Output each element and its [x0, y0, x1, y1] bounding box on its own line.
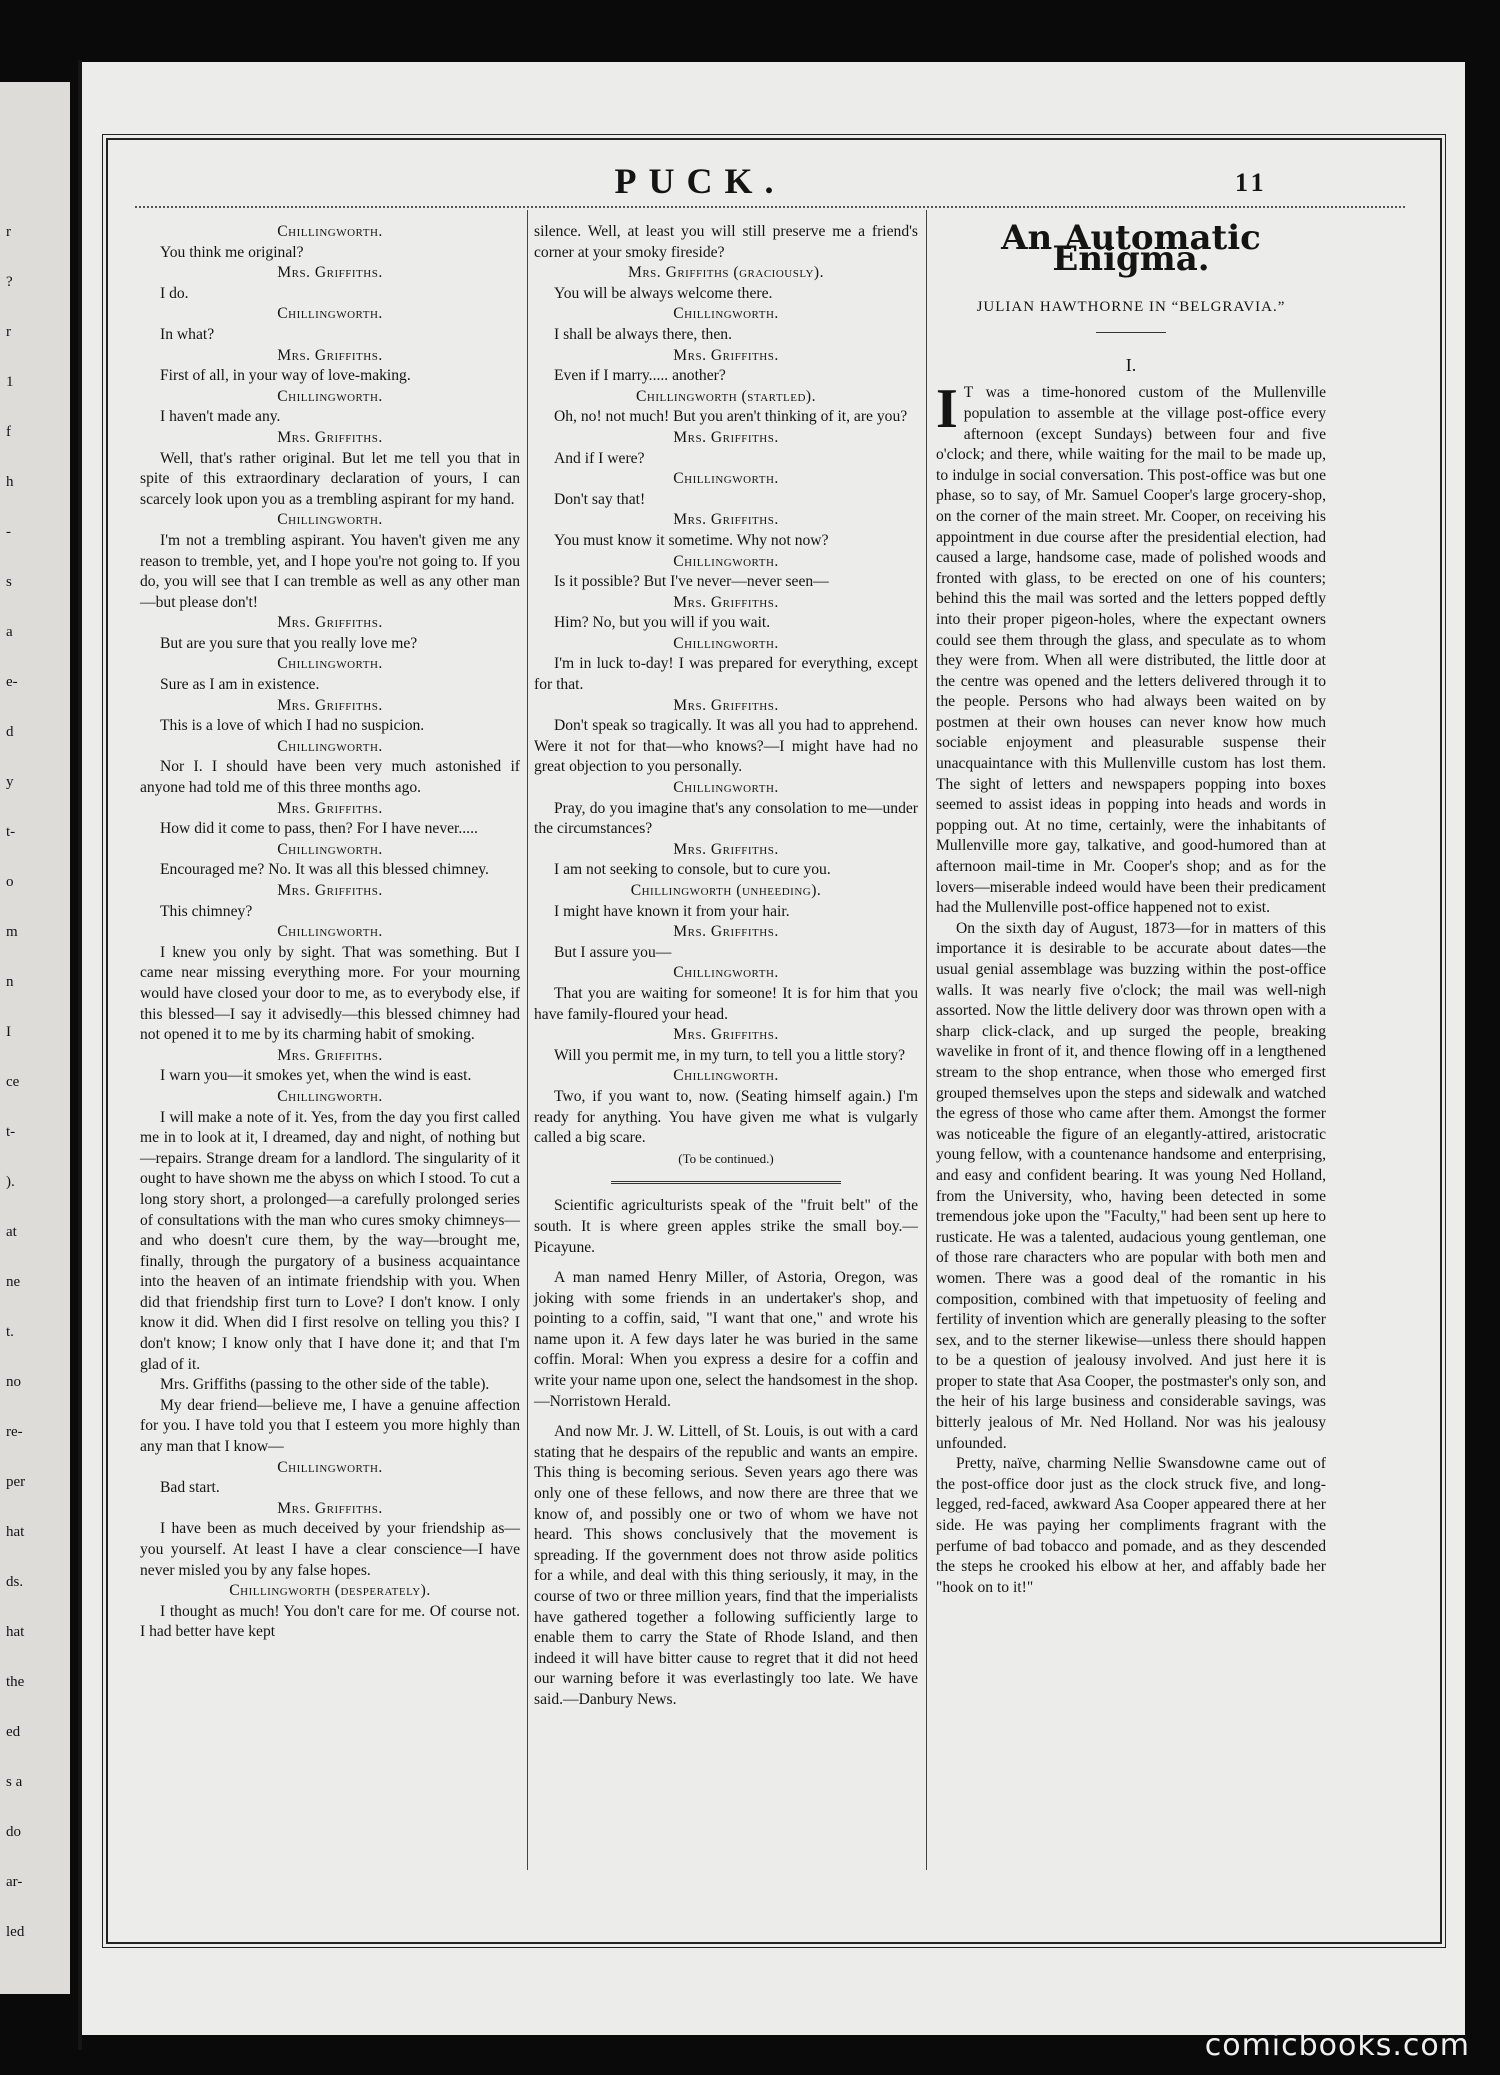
margin-fragment: h: [6, 474, 14, 490]
dialogue-line: I have been as much deceived by your friendship as—you yourself. At least I have a clear conscience—I have never misled you by any false hopes.: [140, 1520, 520, 1579]
speaker-label: Mrs. Griffiths.: [673, 511, 779, 529]
dialogue-line: But are you sure that you really love me?: [160, 634, 418, 652]
margin-fragment: hat: [6, 1624, 25, 1640]
speaker-label: Chillingworth.: [277, 655, 383, 673]
dialogue-line: Two, if you want to, now. (Seating himself again.) I'm ready for anything. You have given me what is vulgarly called a big scare.: [534, 1087, 918, 1147]
margin-fragment: d: [6, 724, 14, 740]
speaker-label: Mrs. Griffiths.: [277, 1046, 383, 1064]
dialogue-line: I do.: [160, 284, 189, 302]
margin-fragment: ne: [6, 1274, 21, 1290]
dialogue-line: And if I were?: [554, 449, 645, 467]
dialogue-line: Encouraged me? No. It was all this blessed chimney.: [160, 861, 489, 879]
speaker-label: Chillingworth (startled).: [635, 387, 817, 405]
story-text: T was a time-honored custom of the Mullenville population to assemble at the village post-office every afternoon (except Sundays) between four and five o'clock; and there, while waiting for the mail to be made up, to indulge in social conversation. This post-office was but one phase, so to say, of Mr. Samuel Cooper's large grocery-shop, on the corner of the main street. Mr. Cooper, on receiving his appointment in due course after the presidential election, had caused a large, handsome case, made of polished woods and fronted with glass, to be erected on one of his counters; behind this the mail was sorted and the letters popped deftly into their proper pigeon-holes, where the expectant owners could see them through the glass, and speculate as to whom they were from. When all were distributed, the little door at the centre was opened and the letters delivered through it to the people. Persons who had always been waited on by postmen at their own houses can never know how much sociable enjoyment and pleasurable suspense their unacquaintance with this Mullenville custom has lost them. The sight of letters and newspapers popping into boxes seemed to assist ideas in popping into heads and words in popping out. At no time, certainly, were the inhabitants of Mullenville more gay, talkative, and good-humored than at afternoon mail-time in Mr. Cooper's shop; and as for the lovers—miserable indeed would have been their predicament had the Mullenville post-office happened not to exist.: [936, 384, 1326, 917]
dialogue-line: You will be always welcome there.: [554, 284, 773, 302]
margin-fragment: the: [6, 1674, 25, 1690]
speaker-label: Mrs. Griffiths.: [277, 614, 383, 632]
masthead-title: PUCK.: [614, 161, 786, 201]
speaker-label: Chillingworth.: [277, 511, 383, 529]
dialogue-line: Don't speak so tragically. It was all you had to apprehend. Were it not for that—who knows?—I might have had no great objection to you personally.: [534, 717, 918, 776]
news-item: Scientific agriculturists speak of the "fruit belt" of the south. It is where green apples strike the small boy.—Picayune.: [534, 1197, 918, 1256]
story-paragraph: On the sixth day of August, 1873—for in matters of this importance it is desirable to be accurate about dates—the usual genial assemblage was buzzing within the post-office walls. It was nearly five o'clock; the mail was well-nigh assorted. Now the little delivery door was thrown open with a sharp click-clack, and up surged the people, breaking wavelike in front of it, and thence flowing off in a lengthened stream to the shop entrance, when those who emerged first grouped themselves upon the steps and sidewalk and watched the egress of those who came after them. Amongst the former was noticeable the figure of an elegantly-attired, aristocratic young fellow, with a countenance handsome and enterprising, and easy and confident bearing. It was young Ned Holland, from the University, who, having been detected in some tremendous joke upon the "Faculty," had been sent up here to rusticate. He was a talented, audacious young gentleman, one of those rare characters who are popular with both men and women. There was a good deal of the romantic in his composition, combined with that impetuosity of feeling and fertility of invention which are generally pleasing to the softer sex, and to the sterner likewise—unless there should happen to be a question of jealousy involved. And just here it is proper to state that Asa Cooper, the postmaster's only son, and the heir of his large business and considerable savings, was bitterly jealous of Mr. Ned Holland. Nor was his jealousy unfounded.: [936, 919, 1326, 1452]
speaker-label: Chillingworth.: [673, 552, 779, 570]
dialogue-line: Him? No, but you will if you wait.: [554, 614, 771, 632]
margin-fragment: ce: [6, 1074, 20, 1090]
dialogue-line: Mrs. Griffiths (passing to the other side of the table).: [160, 1376, 490, 1394]
column-rule-1: [527, 210, 528, 1870]
speaker-label: Chillingworth.: [673, 305, 779, 323]
speaker-label: Mrs. Griffiths.: [277, 799, 383, 817]
margin-fragment: y: [6, 774, 14, 790]
margin-fragment: -: [6, 524, 11, 540]
speaker-label: Chillingworth.: [277, 223, 383, 240]
speaker-label: Mrs. Griffiths.: [277, 346, 383, 364]
speaker-label: Mrs. Griffiths.: [673, 840, 779, 858]
column-rule-2: [926, 210, 927, 1870]
dialogue-line: Even if I marry..... another?: [554, 367, 726, 385]
dialogue-line: This is a love of which I had no suspicion.: [160, 717, 425, 735]
dialogue-line: I will make a note of it. Yes, from the day you first called me in to look at it, I dreamed, day and night, of nothing but—repairs. Strange dream for a landlord. The singularity of it ought to have shown me the abyss on which I stood. To cut a long story short, a prolonged—a carefully prolonged series of consultations with the man who cures smoky chimneys—and who doesn't cure them, by the way—brought me, finally, through the purgatory of a business acquaintance into the heaven of an intimate friendship with you. When did that friendship first turn to Love? I don't know. I only know it did. When did I first resolve on telling you this? I don't know; I know only that I have done it; and that I'm glad of it.: [140, 1108, 520, 1373]
watermark: comicbooks.com: [1204, 2028, 1470, 2063]
dialogue-line: Pray, do you imagine that's any consolation to me—under the circumstances?: [534, 799, 918, 838]
dialogue-line: But I assure you—: [554, 943, 672, 961]
speaker-label: Mrs. Griffiths.: [673, 1026, 779, 1044]
speaker-label: Mrs. Griffiths (graciously).: [627, 264, 825, 282]
speaker-label: Chillingworth.: [673, 634, 779, 652]
speaker-label: Chillingworth.: [277, 923, 383, 941]
speaker-label: Chillingworth (desperately).: [229, 1582, 431, 1600]
dialogue-line: Sure as I am in existence.: [160, 676, 320, 694]
margin-fragment: 1: [6, 374, 14, 390]
header-rule: [135, 206, 1405, 216]
page-number: 11: [1235, 168, 1268, 197]
column-story: [936, 218, 1326, 1598]
dialogue-line: I'm not a trembling aspirant. You haven't given me any reason to tremble, yet, and I hope you're not going to. If you do, you will see that I can tremble as well as any other man—but please don't!: [140, 531, 520, 611]
story-title: An Automatic Enigma.: [1001, 218, 1261, 279]
dialogue-line: I knew you only by sight. That was something. But I came near missing everything more. For your mourning would have closed your door to me, as to everybody else, if this blessed—I say it advisedly—this blessed chimney had not opened it to me by its charming habit of smoking.: [140, 943, 520, 1044]
speaker-label: Mrs. Griffiths.: [673, 593, 779, 611]
speaker-label: Chillingworth.: [673, 964, 779, 982]
margin-fragment: ?: [6, 274, 13, 290]
dialogue-line: My dear friend—believe me, I have a genuine affection for you. I have told you that I esteem you more highly than any man that I know—: [140, 1396, 520, 1456]
speaker-label: Chillingworth.: [277, 1458, 383, 1476]
margin-fragment: r: [6, 224, 11, 240]
margin-fragment: a: [6, 624, 13, 640]
speaker-label: Chillingworth.: [673, 470, 779, 488]
speaker-label: Mrs. Griffiths.: [277, 696, 383, 714]
speaker-label: Mrs. Griffiths.: [277, 264, 383, 282]
dialogue-line: You think me original?: [160, 243, 304, 261]
speaker-label: Mrs. Griffiths.: [277, 428, 383, 446]
dialogue-line: Bad start.: [160, 1479, 220, 1497]
dialogue-line: That you are waiting for someone! It is for him that you have family-floured your head.: [534, 984, 918, 1023]
margin-fragment: led: [6, 1924, 25, 1940]
margin-fragment: I: [6, 1024, 11, 1040]
margin-fragment: o: [6, 874, 14, 890]
dialogue-line: I warn you—it smokes yet, when the wind is east.: [160, 1067, 472, 1085]
dialogue-line: I thought as much! You don't care for me. Of course not. I had better have kept: [140, 1602, 520, 1641]
dialogue-line: First of all, in your way of love-making.: [160, 367, 411, 385]
speaker-label: Mrs. Griffiths.: [673, 346, 779, 364]
news-item: And now Mr. J. W. Littell, of St. Louis, is out with a card stating that he despairs of the republic and wants an empire. This thing is becoming serious. Seven years ago there was only one of these fellows, and now there are three that we know of, and possibly one or two of whom we have not heard. This shows conclusively that the movement is spreading. If the government does not throw aside politics for a while, and deal with this thing seriously, it may, in the course of two or three million years, find that the imperialists have gathered together a following sufficiently large to enable them to carry the State of Rhode Island, and then indeed it will have bitter cause to regret that it did not heed our warning before it was everlastingly too late. We have said.—Danbury News.: [534, 1423, 918, 1708]
dialogue-line: You must know it sometime. Why not now?: [554, 531, 829, 549]
margin-fragment: s a: [6, 1774, 23, 1790]
column-dialogue-1: [140, 222, 520, 1643]
dialogue-line: Nor I. I should have been very much astonished if anyone had told me of this three months ago.: [140, 758, 520, 797]
margin-fragment: ar-: [6, 1874, 23, 1890]
dialogue-line: Well, that's rather original. But let me tell you that in spite of this extraordinary declaration of yours, I can scarcely look upon you as a trembling aspirant for my hand.: [140, 449, 520, 508]
dialogue-line: How did it come to pass, then? For I have never.....: [160, 820, 478, 838]
section-divider: [611, 1181, 841, 1184]
margin-fragment: at: [6, 1224, 17, 1240]
dialogue-line: Don't say that!: [554, 490, 646, 508]
chapter-number: I.: [1125, 354, 1137, 375]
margin-fragment: ed: [6, 1724, 21, 1740]
speaker-label: Chillingworth.: [277, 840, 383, 858]
dialogue-line: Oh, no! not much! But you aren't thinking of it, are you?: [554, 408, 908, 426]
margin-fragment: t-: [6, 824, 16, 840]
speaker-label: Chillingworth.: [277, 1087, 383, 1105]
speaker-label: Chillingworth.: [277, 305, 383, 323]
adjacent-page-edge: [0, 82, 70, 1994]
speaker-label: Chillingworth.: [277, 387, 383, 405]
byline-rule: [1096, 332, 1166, 333]
dialogue-line: I haven't made any.: [160, 408, 281, 426]
margin-fragment: re-: [6, 1424, 23, 1440]
to-be-continued: (To be continued.): [678, 1150, 774, 1166]
margin-fragment: per: [6, 1474, 26, 1490]
speaker-label: Chillingworth.: [277, 737, 383, 755]
drop-cap: I: [936, 378, 958, 441]
speaker-label: Chillingworth (unheeding).: [630, 882, 822, 899]
margin-fragment: no: [6, 1374, 21, 1390]
margin-fragment: e-: [6, 674, 18, 690]
speaker-label: Mrs. Griffiths.: [277, 882, 383, 899]
margin-fragment: t-: [6, 1124, 16, 1140]
margin-fragment: m: [6, 924, 18, 940]
margin-fragment: r: [6, 324, 11, 340]
margin-fragment: ds.: [6, 1574, 24, 1590]
speaker-label: Mrs. Griffiths.: [277, 1499, 383, 1517]
margin-fragment: f: [6, 424, 11, 440]
dialogue-line: I am not seeking to console, but to cure you.: [554, 861, 831, 879]
dialogue-line: I'm in luck to-day! I was prepared for everything, except for that.: [534, 655, 918, 694]
news-item: A man named Henry Miller, of Astoria, Oregon, was joking with some friends in an undertaker's shop, and pointing to a coffin, said, "I want that one," and wrote his name upon it. A few days later he was buried in the same coffin. Moral: When you express a desire for a coffin and write your name upon one, select the handsomest in the shop.—Norristown Herald.: [534, 1269, 918, 1410]
speaker-label: Chillingworth.: [673, 1067, 779, 1085]
dialogue-line: silence. Well, at least you will still preserve me a friend's corner at your smoky fireside?: [534, 223, 918, 261]
margin-fragment: hat: [6, 1524, 25, 1540]
dialogue-line: I might have known it from your hair.: [554, 902, 790, 920]
margin-fragment: ).: [6, 1174, 15, 1190]
page-gutter-shadow: [78, 60, 82, 2050]
margin-fragment: n: [6, 974, 14, 990]
speaker-label: Mrs. Griffiths.: [673, 696, 779, 714]
dialogue-line: In what?: [160, 325, 215, 343]
dialogue-line: I shall be always there, then.: [554, 325, 732, 343]
margin-fragment: do: [6, 1824, 21, 1840]
speaker-label: Mrs. Griffiths.: [673, 428, 779, 446]
dialogue-line: Will you permit me, in my turn, to tell you a little story?: [554, 1046, 906, 1064]
dialogue-line: Is it possible? But I've never—never seen—: [554, 573, 829, 591]
margin-fragment: t.: [6, 1324, 14, 1340]
dialogue-line: This chimney?: [160, 902, 253, 920]
margin-fragment: s: [6, 574, 12, 590]
story-paragraph: [936, 378, 1326, 918]
speaker-label: Chillingworth.: [673, 779, 779, 797]
speaker-label: Mrs. Griffiths.: [673, 923, 779, 941]
column-dialogue-2: [534, 222, 918, 1721]
story-byline: JULIAN HAWTHORNE IN “BELGRAVIA.”: [976, 299, 1286, 316]
story-paragraph: Pretty, naïve, charming Nellie Swansdowne came out of the post-office door just as the clock struck five, and long-legged, red-faced, awkward Asa Cooper appeared there at her side. He was paying her compliments fragrant with the perfume of bad tobacco and pomade, and as they descended the steps he crooked his elbow at her, and affably bade her "hook on to it!": [936, 1455, 1326, 1596]
